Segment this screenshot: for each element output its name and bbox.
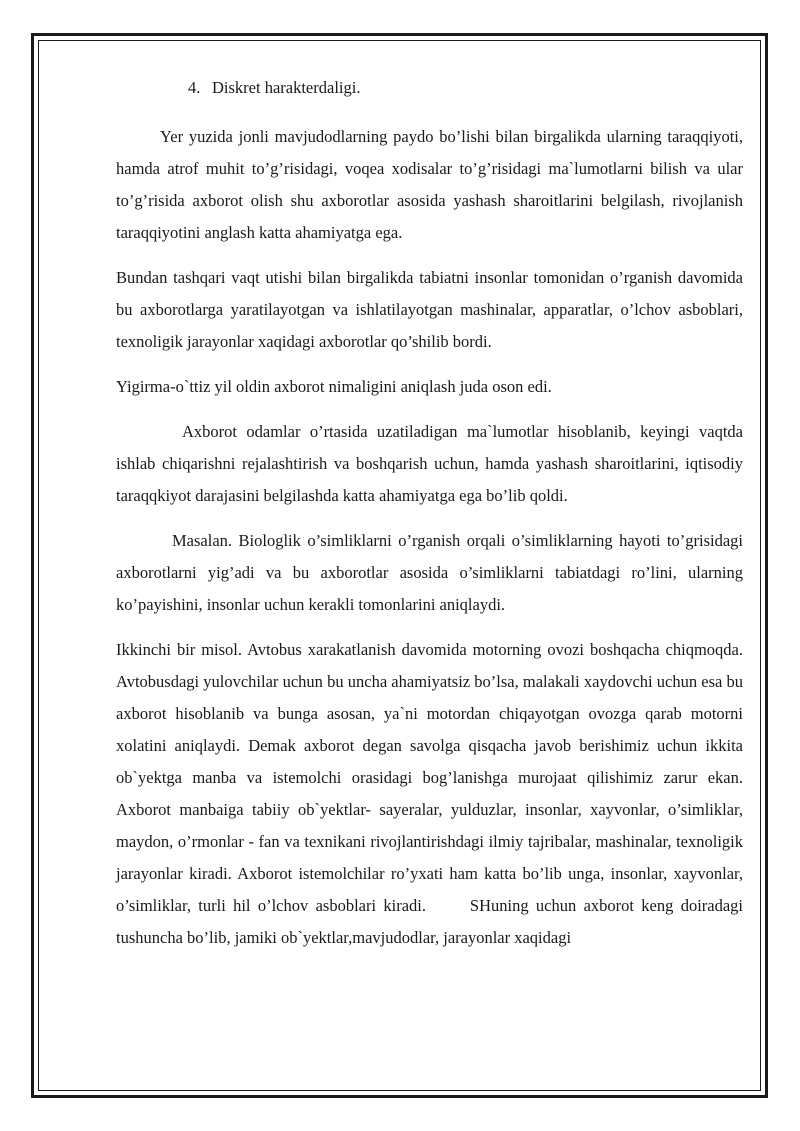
paragraph-3: Yigirma-o`ttiz yil oldin axborot nimaligini aniqlash juda oson edi. [116, 377, 552, 396]
paragraph-4: Axborot odamlar o’rtasida uzatiladigan ma`lumotlar hisoblanib, keyingi vaqtda ishlab chiqarishni rejalashtirish va boshqarish uchun, hamda yashash sharoitlarini, iqtisodiy taraqqkiyot darajasini belgilashda katta ahamiyatga ega bo’lib qoldi. [116, 422, 743, 505]
paragraph-5: Masalan. Biologlik o’simliklarni o’rganish orqali o’simliklarning hayoti to’grisidagi axborotlarni yig’adi va bu axborotlar asosida o’simliklarni tabiatdagi ro’lini, ularning ko’payishini, insonlar uchun kerakli tomonlarini aniqlaydi. [116, 531, 743, 614]
paragraph-1: Yer yuzida jonli mavjudodlarning paydo bo’lishi bilan birgalikda ularning taraqqiyoti, hamda atrof muhit to’g’risidagi, voqea xodisalar to’g’risidagi ma`lumotlarni bilish va ular to’g’risida axborot olish shu axborotlar asosida yashash sharoitlarini belgilash, rivojlanish taraqqiyotini anglash katta ahamiyatga ega. [116, 127, 743, 242]
list-item [116, 72, 743, 104]
paragraph-2: Bundan tashqari vaqt utishi bilan birgalikda tabiatni insonlar tomonidan o’rganish davomida bu axborotlarga yaratilayotgan va ishlatilayotgan mashinalar, apparatlar, o’lchov asboblari, texnoligik jarayonlar xaqidagi axborotlar qo’shilib bordi. [116, 268, 743, 351]
document-body [116, 72, 748, 967]
list-item-text: Diskret harakterdaligi. [212, 78, 361, 97]
paragraph-6: Ikkinchi bir misol. Avtobus xarakatlanish davomida motorning ovozi boshqacha chiqmoqda. Avtobusdagi yulovchilar uchun bu uncha ahamiyatsiz bo’lsa, malakali xaydovchi uchun esa bu axborot hisoblanib va bunga asosan, ya`ni motordan chiqayotgan ovozga qarab motorni xolatini aniqlaydi. Demak axborot degan savolga qisqacha javob berishimiz uchun ikkita ob`yektga manba va istemolchi orasidagi bog’lanishga murojaat qilishimiz zarur ekan. Axborot manbaiga tabiiy ob`yektlar- sayeralar, yulduzlar, insonlar, xayvonlar, o’simliklar, maydon, o’rmonlar - fan va texnikani rivojlantirishdagi ilmiy tajribalar, mashinalar, texnoligik jarayonlar kiradi. Axborot istemolchilar ro’yxati ham katta bo’lib unga, insonlar, xayvonlar, o’simliklar, turli hil o’lchov asboblari kiradi. SHuning uchun axborot keng doiradagi tushuncha bo’lib, jamiki ob`yektlar,mavjudodlar, jarayonlar xaqidagi [116, 640, 748, 947]
list-item-number: 4. [188, 78, 201, 97]
